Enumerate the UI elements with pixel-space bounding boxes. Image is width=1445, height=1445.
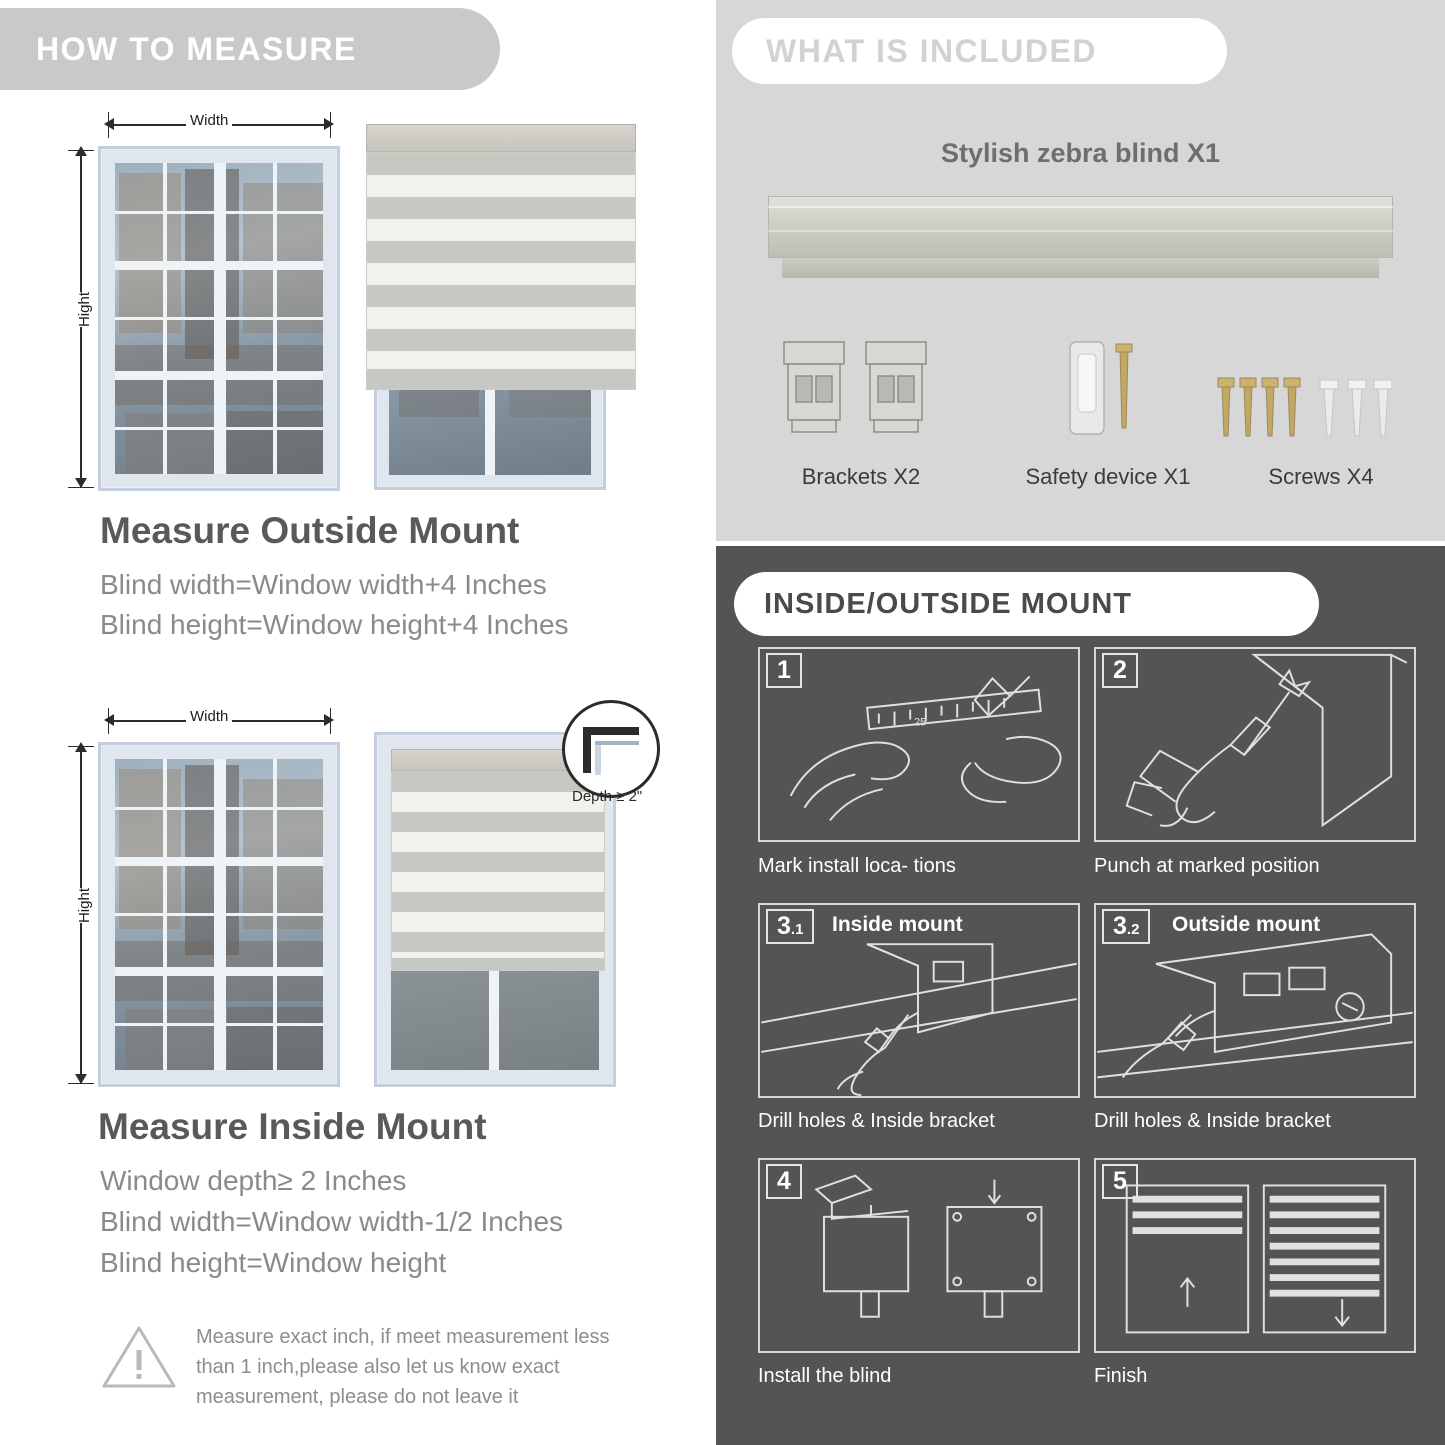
inside-outside-mount-panel bbox=[716, 545, 1445, 1445]
inside-mount-line-1: Window depth≥ 2 Inches bbox=[100, 1165, 407, 1196]
what-is-included-title: WHAT IS INCLUDED bbox=[766, 32, 1097, 69]
step-3-1 bbox=[758, 903, 1080, 1098]
safety-device-icon bbox=[1046, 336, 1166, 440]
outside-width-arrow-left bbox=[104, 118, 114, 130]
how-to-measure-panel bbox=[0, 0, 712, 1445]
inside-mount-heading: Measure Inside Mount bbox=[98, 1106, 487, 1147]
warning-text: Measure exact inch, if meet measurement less than 1 inch,please also let us know exact measurement, please do not leave it bbox=[196, 1326, 610, 1408]
step-1 bbox=[758, 647, 1080, 842]
step-3-1-number: 3.1 bbox=[766, 909, 814, 944]
step-3-1-inline-label: Inside mount bbox=[832, 913, 963, 936]
inside-outside-mount-tab bbox=[734, 572, 1319, 636]
inside-mount-line-3: Blind height=Window height bbox=[100, 1247, 447, 1278]
svg-text:25: 25 bbox=[914, 716, 927, 729]
step-2-number: 2 bbox=[1102, 653, 1138, 688]
drill-icon bbox=[1096, 649, 1414, 840]
vertical-divider bbox=[712, 0, 716, 1445]
bracket-icon bbox=[778, 336, 938, 440]
install-blind-icon bbox=[760, 1160, 1078, 1351]
step-3-2-inline-label: Outside mount bbox=[1172, 913, 1321, 936]
outside-width-label: Width bbox=[186, 112, 232, 129]
outside-height-arrow-top bbox=[75, 146, 87, 156]
outside-width-arrow-right bbox=[324, 118, 334, 130]
what-is-included-panel bbox=[716, 0, 1445, 545]
step-5-caption: Finish bbox=[1094, 1365, 1148, 1387]
outside-mount-heading: Measure Outside Mount bbox=[100, 510, 520, 551]
outside-mount-line-1: Blind width=Window width+4 Inches bbox=[100, 569, 547, 600]
outside-height-label: Hight bbox=[72, 292, 97, 327]
step-1-caption: Mark install loca- tions bbox=[758, 855, 956, 877]
zebra-blind-product-image bbox=[768, 196, 1393, 292]
step-3-2 bbox=[1094, 903, 1416, 1098]
brackets-label: Brackets X2 bbox=[801, 464, 921, 489]
step-5-box bbox=[1094, 1158, 1416, 1353]
inside-outside-mount-title: INSIDE/OUTSIDE MOUNT bbox=[764, 587, 1133, 620]
inside-height-arrow-top bbox=[75, 742, 87, 752]
blind-fabric-outside bbox=[366, 152, 636, 390]
step-3-1-caption: Drill holes & Inside bracket bbox=[758, 1110, 995, 1132]
inside-width-label: Width bbox=[186, 708, 232, 725]
step-2-caption: Punch at marked position bbox=[1094, 855, 1320, 877]
screws-label: Screws X4 bbox=[1268, 464, 1374, 489]
step-4-caption: Install the blind bbox=[758, 1365, 892, 1387]
step-4-number: 4 bbox=[766, 1164, 802, 1199]
step-2 bbox=[1094, 647, 1416, 842]
safety-device-label: Safety device X1 bbox=[1025, 464, 1191, 489]
finished-blind-icon bbox=[1096, 1160, 1414, 1351]
measure-warning bbox=[100, 1322, 620, 1412]
step-5-number: 5 bbox=[1102, 1164, 1138, 1199]
step-2-box bbox=[1094, 647, 1416, 842]
inside-width-arrow-right bbox=[324, 714, 334, 726]
inside-height-arrow-bottom bbox=[75, 1074, 87, 1084]
how-to-measure-title: HOW TO MEASURE bbox=[36, 30, 357, 67]
step-1-number: 1 bbox=[766, 653, 802, 688]
warning-triangle-icon bbox=[100, 1322, 178, 1392]
step-4-box bbox=[758, 1158, 1080, 1353]
step-1-box bbox=[758, 647, 1080, 842]
what-is-included-tab bbox=[732, 18, 1227, 84]
step-4 bbox=[758, 1158, 1080, 1353]
window-outside bbox=[98, 146, 340, 491]
depth-callout bbox=[562, 700, 660, 798]
included-main-item-label: Stylish zebra blind X1 bbox=[940, 138, 1221, 168]
outside-height-arrow-bottom bbox=[75, 478, 87, 488]
step-3-2-caption: Drill holes & Inside bracket bbox=[1094, 1110, 1331, 1132]
inside-mount-line-2: Blind width=Window width-1/2 Inches bbox=[100, 1206, 564, 1237]
step-5 bbox=[1094, 1158, 1416, 1353]
outside-mount-line-2: Blind height=Window height+4 Inches bbox=[100, 609, 569, 640]
inside-width-arrow-left bbox=[104, 714, 114, 726]
depth-label: Depth ≥ 2" bbox=[572, 788, 643, 805]
horizontal-divider bbox=[716, 541, 1445, 546]
blind-headrail-outside bbox=[366, 124, 636, 152]
screws-icon bbox=[1212, 336, 1392, 440]
window-inside bbox=[98, 742, 340, 1087]
how-to-measure-tab bbox=[0, 8, 500, 90]
inside-height-label: Hight bbox=[72, 888, 97, 923]
step-3-2-number: 3.2 bbox=[1102, 909, 1150, 944]
ruler-pencil-icon bbox=[760, 649, 1078, 840]
